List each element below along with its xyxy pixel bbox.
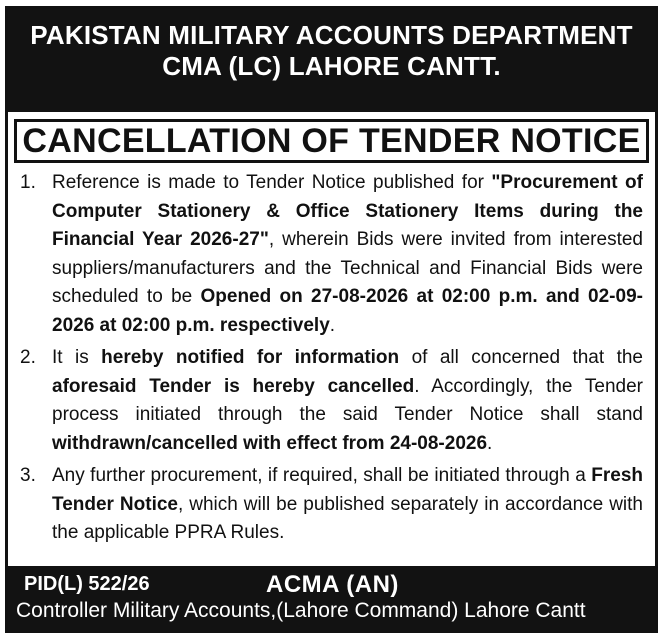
text-run: .: [329, 314, 336, 336]
office-name: CMA (LC) LAHORE CANTT.: [162, 51, 501, 81]
text-run: Any further procurement, if required, shall be initiated through a: [52, 465, 592, 486]
footer-top-row: [16, 571, 645, 599]
bold-run: Opened on 27-08-2026 at 02:00 p.m. and 02-09-2026 at 02:00 p.m. respectively: [52, 286, 643, 336]
pid-number: PID(L) 522/26: [24, 573, 150, 595]
bold-run: withdrawn/cancelled with effect from 24-08-2026: [52, 432, 488, 454]
signatory-title: ACMA (AN): [266, 571, 399, 598]
text-run: It is: [52, 347, 102, 368]
notice-footer: [8, 566, 655, 630]
paragraph-1: [20, 169, 643, 340]
bold-run: aforesaid Tender is hereby cancelled: [52, 375, 415, 397]
text-run: , wherein Bids were invited from interested suppliers/manufacturers and the Technical and Financial Bids were scheduled to be: [52, 229, 643, 307]
bold-run: Fresh Tender Notice: [52, 465, 643, 515]
department-header: [8, 9, 655, 112]
notice-body: [8, 163, 655, 548]
text-run: of all concerned that the: [399, 347, 643, 368]
paragraph-number: 1.: [20, 172, 36, 193]
notice-title: CANCELLATION OF TENDER NOTICE: [14, 119, 649, 163]
paragraph-text: [52, 169, 643, 340]
text-run: .: [487, 432, 493, 454]
paragraph-number: 3.: [20, 465, 36, 486]
department-name: PAKISTAN MILITARY ACCOUNTS DEPARTMENT: [30, 20, 633, 50]
paragraph-number: 2.: [20, 347, 36, 368]
text-run: , which will be published separately in accordance with the applicable PPRA Rules.: [52, 493, 643, 543]
paragraph-text: [52, 344, 643, 458]
tender-notice: [5, 6, 658, 633]
paragraph-text: [52, 462, 643, 548]
bold-run: "Procurement of Computer Stationery & Office Stationery Items during the Financial Year 2026-27": [52, 172, 643, 250]
bold-run: hereby notified for information: [101, 347, 400, 368]
controller-office: Controller Military Accounts,(Lahore Command) Lahore Cantt: [16, 599, 586, 622]
text-run: . Accordingly, the Tender process initiated through the said Tender Notice shall stand: [52, 375, 643, 425]
paragraph-2: [20, 344, 643, 458]
text-run: Reference is made to Tender Notice published for: [52, 172, 492, 193]
paragraph-3: [20, 462, 643, 548]
